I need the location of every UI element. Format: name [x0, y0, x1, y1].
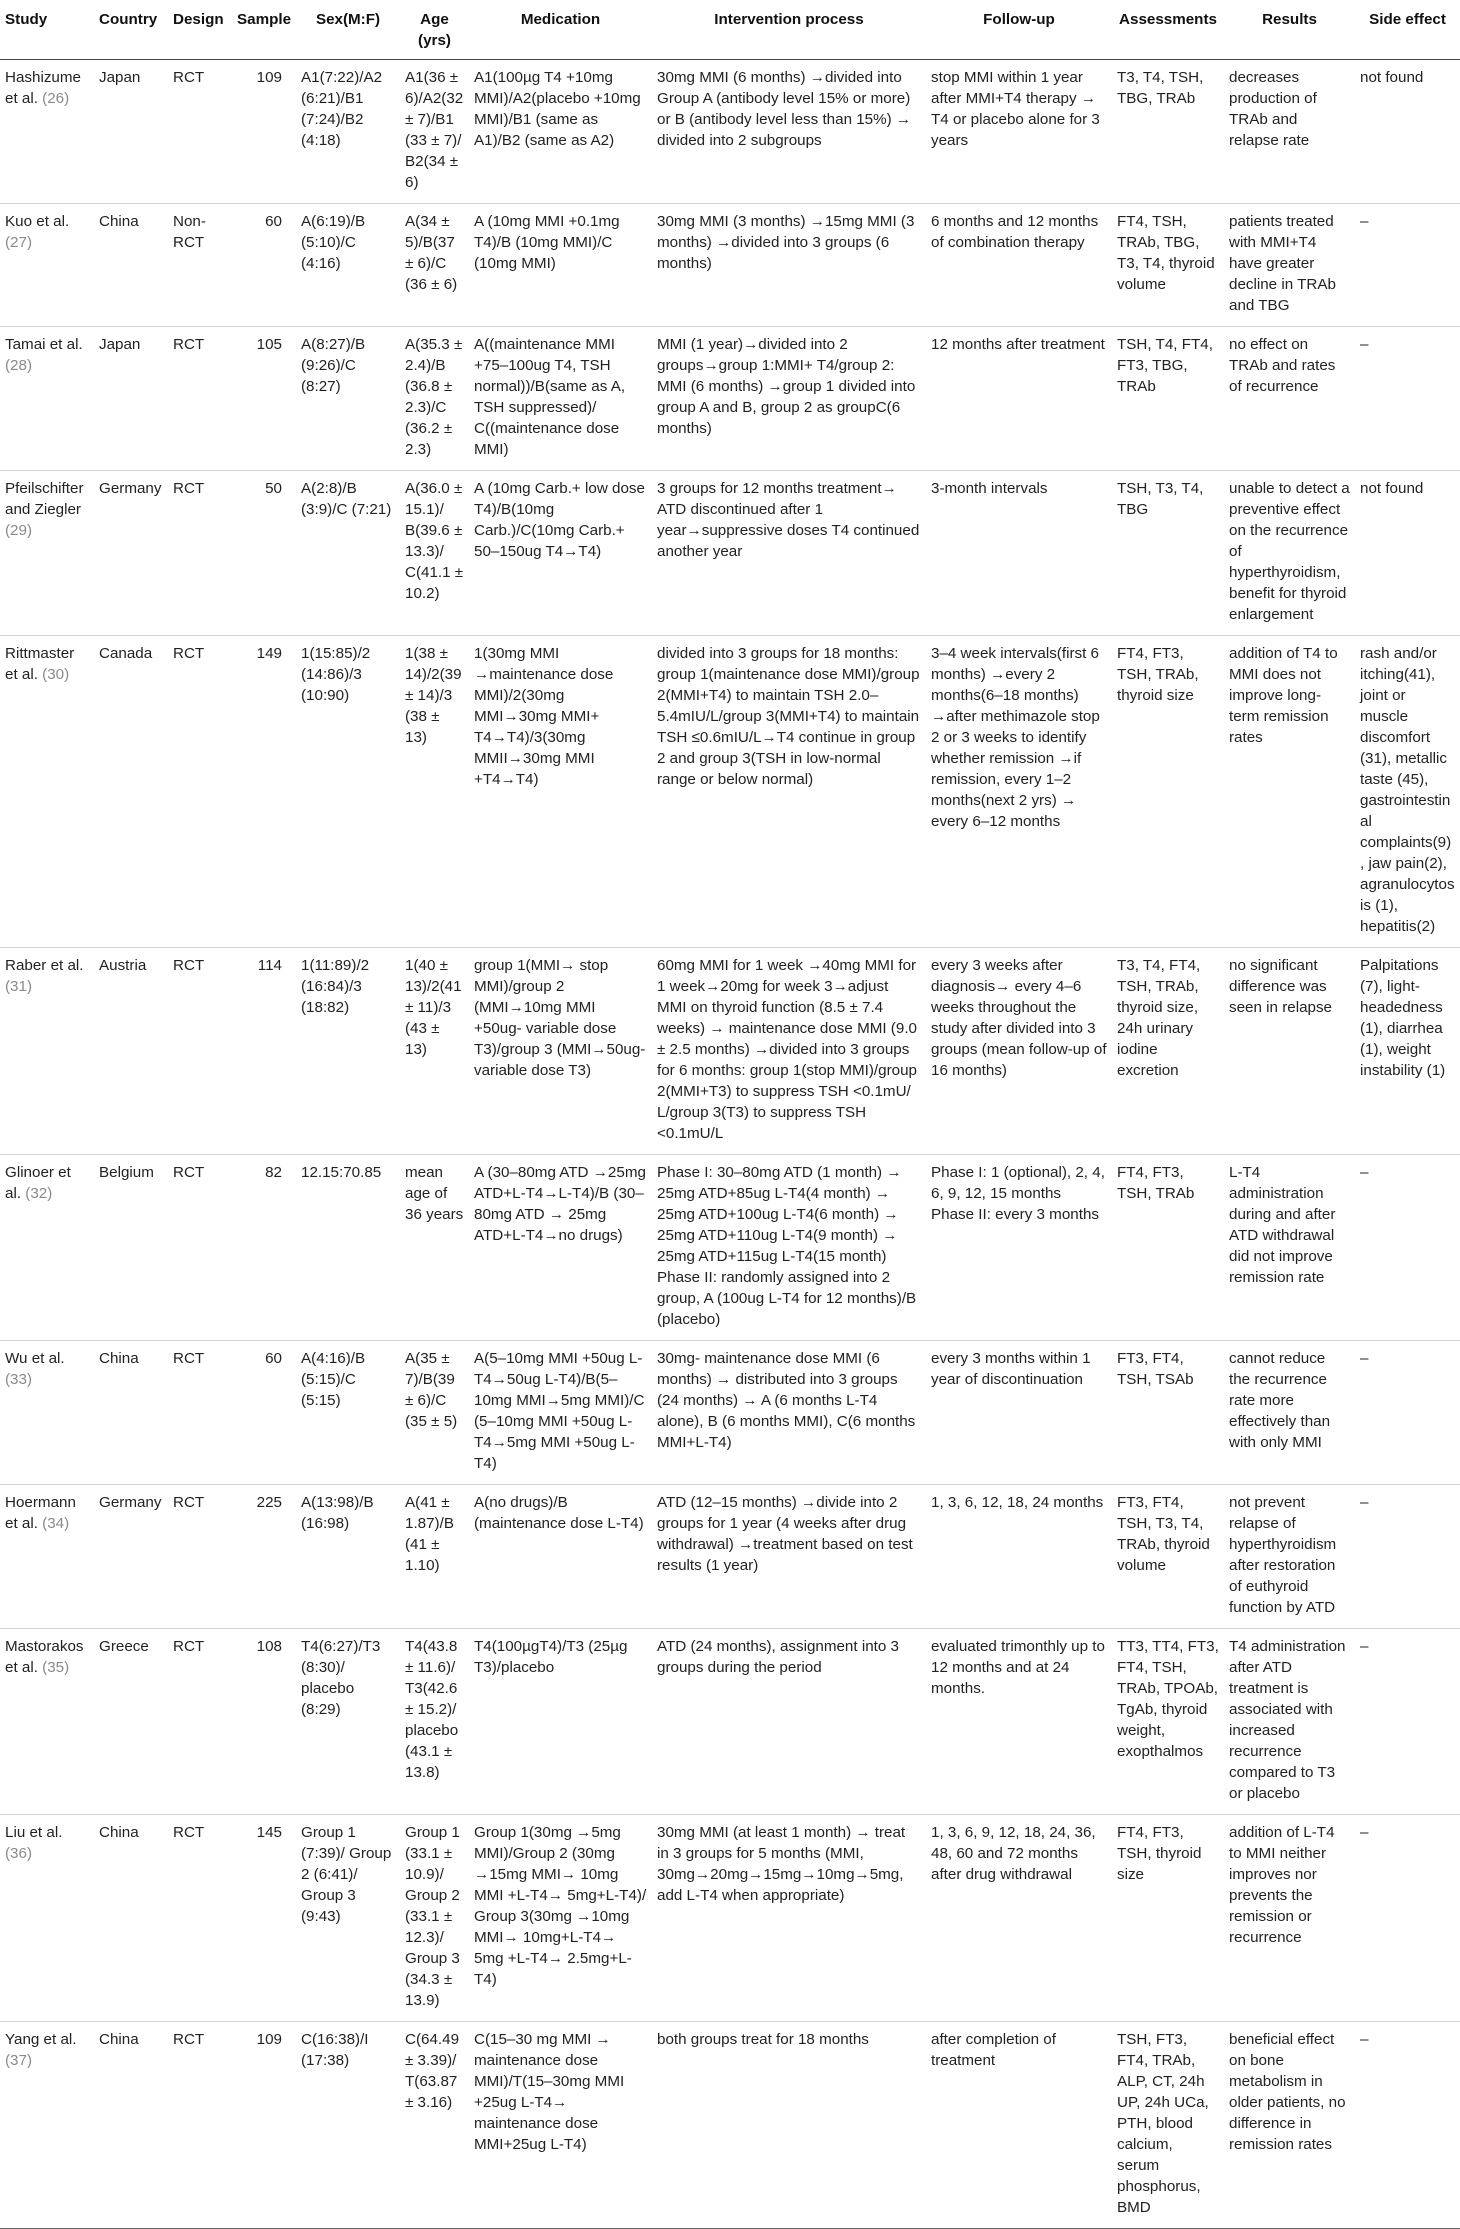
cell-results: unable to detect a preventive effect on the recurrence of hyperthyroidism, benefit for thyroid enlargement: [1229, 480, 1350, 623]
citation-ref: (29): [5, 522, 33, 539]
header-sample: Sample: [232, 0, 296, 60]
citation-ref: (26): [42, 90, 70, 107]
cell-medication: A((maintenance MMI +75–100ug T4, TSH normal))/B(same as A, TSH suppressed)/ C((maintenance dose MMI): [474, 336, 626, 458]
cell-side-effect: –: [1360, 2031, 1369, 2048]
cell-medication: A(5–10mg MMI +50ug L-T4→50ug L-T4)/B(5–10mg MMI→5mg MMI)/C (5–10mg MMI +50ug L-T4→5mg MMI +50ug L-T4): [474, 1350, 645, 1472]
cell-age: A(35 ± 7)/B(39 ± 6)/C (35 ± 5): [405, 1350, 458, 1430]
citation-ref: (35): [42, 1659, 70, 1676]
cell-study: Glinoer et al. (32): [5, 1164, 71, 1202]
cell-intervention: 3 groups for 12 months treatment→ ATD discontinued after 1 year→suppressive doses T4 continued another year: [657, 480, 920, 560]
citation-ref: (33): [5, 1371, 33, 1388]
cell-results: beneficial effect on bone metabolism in older patients, no difference in remission rates: [1229, 2031, 1346, 2153]
cell-intervention: ATD (24 months), assignment into 3 groups during the period: [657, 1638, 899, 1676]
cell-age: C(64.49 ± 3.39)/ T(63.87 ± 3.16): [405, 2031, 460, 2111]
cell-medication: A1(100µg T4 +10mg MMI)/A2(placebo +10mg MMI)/B1 (same as A1)/B2 (same as A2): [474, 69, 641, 149]
cell-assessments: TSH, T3, T4, TBG: [1117, 480, 1204, 518]
cell-design: RCT: [173, 957, 205, 974]
cell-intervention: 30mg- maintenance dose MMI (6 months) → distributed into 3 groups (24 months) → A (6 months L-T4 alone), B (6 months MMI), C(6 months MMI+L-T4): [657, 1350, 916, 1451]
citation-ref: (27): [5, 234, 33, 251]
cell-design: RCT: [173, 336, 205, 353]
cell-country: China: [99, 213, 139, 230]
cell-age: A(41 ± 1.87)/B (41 ± 1.10): [405, 1494, 454, 1574]
citation-ref: (37): [5, 2052, 33, 2069]
table-row: [0, 60, 1460, 204]
header-sex: Sex(M:F): [296, 0, 400, 60]
cell-study: Rittmaster et al. (30): [5, 645, 75, 683]
cell-assessments: FT4, FT3, TSH, TRAb: [1117, 1164, 1195, 1202]
cell-design: RCT: [173, 645, 205, 662]
citation-ref: (34): [42, 1515, 70, 1532]
cell-assessments: FT3, FT4, TSH, T3, T4, TRAb, thyroid volume: [1117, 1494, 1210, 1574]
cell-followup: 1, 3, 6, 9, 12, 18, 24, 36, 48, 60 and 72 months after drug withdrawal: [931, 1824, 1096, 1883]
cell-country: Germany: [99, 480, 162, 497]
cell-sex: Group 1 (7:39)/ Group 2 (6:41)/ Group 3 (9:43): [301, 1824, 392, 1925]
cell-design: RCT: [173, 480, 205, 497]
cell-side-effect: –: [1360, 1824, 1369, 1841]
citation-ref: (32): [25, 1185, 53, 1202]
cell-followup: every 3 months within 1 year of discontinuation: [931, 1350, 1091, 1388]
cell-country: China: [99, 2031, 139, 2048]
cell-sample: 109: [256, 69, 282, 86]
cell-age: mean age of 36 years: [405, 1164, 464, 1223]
table-row: [0, 327, 1460, 471]
cell-study: Hoermann et al. (34): [5, 1494, 76, 1532]
citation-ref: (36): [5, 1845, 33, 1862]
cell-followup: 1, 3, 6, 12, 18, 24 months: [931, 1494, 1104, 1511]
cell-intervention: ATD (12–15 months) →divide into 2 groups for 1 year (4 weeks after drug withdrawal) →treatment based on test results (1 year): [657, 1494, 913, 1574]
header-side-effect: Side effect: [1355, 0, 1460, 60]
cell-design: RCT: [173, 1824, 205, 1841]
cell-sex: A(2:8)/B (3:9)/C (7:21): [301, 480, 392, 518]
table-row: [0, 636, 1460, 948]
cell-sex: A(6:19)/B (5:10)/C (4:16): [301, 213, 366, 272]
cell-age: 1(40 ± 13)/2(41 ± 11)/3 (43 ± 13): [405, 957, 462, 1058]
cell-intervention: Phase I: 30–80mg ATD (1 month) → 25mg ATD+85ug L-T4(4 month) → 25mg ATD+100ug L-T4(6 month) → 25mg ATD+110ug L-T4(9 month) → 25mg ATD+115ug L-T4(15 month) Phase II: randomly assigned into 2 group, A (100ug L-T4 for 12 months)/B (placebo): [657, 1164, 917, 1328]
cell-intervention: 30mg MMI (at least 1 month) → treat in 3 groups for 5 months (MMI, 30mg→20mg→15mg→10mg→5mg, add L-T4 when appropriate): [657, 1824, 906, 1904]
cell-age: A1(36 ± 6)/A2(32 ± 7)/B1 (33 ± 7)/ B2(34 ± 6): [405, 69, 464, 191]
cell-results: cannot reduce the recurrence rate more effectively than with only MMI: [1229, 1350, 1331, 1451]
cell-followup: 12 months after treatment: [931, 336, 1105, 353]
header-age: Age (yrs): [400, 0, 469, 60]
cell-results: patients treated with MMI+T4 have greater decline in TRAb and TBG: [1229, 213, 1336, 314]
cell-side-effect: –: [1360, 1350, 1369, 1367]
cell-followup: evaluated trimonthly up to 12 months and at 24 months.: [931, 1638, 1105, 1697]
cell-sex: T4(6:27)/T3 (8:30)/ placebo (8:29): [301, 1638, 381, 1718]
cell-study: Raber et al. (31): [5, 957, 84, 995]
cell-intervention: both groups treat for 18 months: [657, 2031, 869, 2048]
cell-age: A(34 ± 5)/B(37 ± 6)/C (36 ± 6): [405, 213, 458, 293]
cell-age: Group 1 (33.1 ± 10.9)/ Group 2 (33.1 ± 12.3)/ Group 3 (34.3 ± 13.9): [405, 1824, 460, 2009]
cell-country: China: [99, 1350, 139, 1367]
cell-results: T4 administration after ATD treatment is associated with increased recurrence compared to T3 or placebo: [1229, 1638, 1346, 1802]
cell-assessments: FT4, FT3, TSH, TRAb, thyroid size: [1117, 645, 1199, 704]
cell-sex: A1(7:22)/A2 (6:21)/B1 (7:24)/B2 (4:18): [301, 69, 383, 149]
table-row: [0, 948, 1460, 1155]
table-row: [0, 1341, 1460, 1485]
cell-design: RCT: [173, 2031, 205, 2048]
cell-results: addition of T4 to MMI does not improve long-term remission rates: [1229, 645, 1338, 746]
citation-ref: (31): [5, 978, 33, 995]
cell-side-effect: –: [1360, 213, 1369, 230]
cell-sample: 60: [265, 1350, 282, 1367]
cell-sex: A(13:98)/B (16:98): [301, 1494, 374, 1532]
cell-assessments: T3, T4, FT4, TSH, TRAb, thyroid size, 24h urinary iodine excretion: [1117, 957, 1201, 1079]
cell-country: China: [99, 1824, 139, 1841]
cell-age: T4(43.8 ± 11.6)/ T3(42.6 ± 15.2)/ placebo (43.1 ± 13.8): [405, 1638, 459, 1781]
cell-sex: C(16:38)/I (17:38): [301, 2031, 369, 2069]
header-study: Study: [0, 0, 94, 60]
cell-sample: 145: [256, 1824, 282, 1841]
cell-medication: A(no drugs)/B (maintenance dose L-T4): [474, 1494, 644, 1532]
cell-design: Non-RCT: [173, 213, 206, 251]
cell-medication: C(15–30 mg MMI → maintenance dose MMI)/T(15–30mg MMI +25ug L-T4→ maintenance dose MMI+25ug L-T4): [474, 2031, 625, 2153]
cell-assessments: TSH, FT3, FT4, TRAb, ALP, CT, 24h UP, 24h UCa, PTH, blood calcium, serum phosphorus, BMD: [1117, 2031, 1209, 2216]
cell-results: no significant difference was seen in relapse: [1229, 957, 1333, 1016]
header-country: Country: [94, 0, 168, 60]
cell-country: Austria: [99, 957, 147, 974]
cell-side-effect: not found: [1360, 480, 1424, 497]
cell-study: Kuo et al. (27): [5, 213, 70, 251]
table-row: [0, 2022, 1460, 2229]
cell-design: RCT: [173, 1494, 205, 1511]
header-design: Design: [168, 0, 232, 60]
cell-assessments: FT4, FT3, TSH, thyroid size: [1117, 1824, 1202, 1883]
cell-sample: 149: [256, 645, 282, 662]
cell-side-effect: not found: [1360, 69, 1424, 86]
cell-medication: A (30–80mg ATD →25mg ATD+L-T4→L-T4)/B (30–80mg ATD → 25mg ATD+L-T4→no drugs): [474, 1164, 646, 1244]
cell-followup: 3–4 week intervals(first 6 months) →every 2 months(6–18 months) →after methimazole stop 2 or 3 weeks to identify whether remission →if remission, every 1–2 months(next 2 yrs) → every 6–12 months: [931, 645, 1100, 830]
cell-country: Japan: [99, 69, 141, 86]
cell-results: no effect on TRAb and rates of recurrence: [1229, 336, 1336, 395]
cell-country: Japan: [99, 336, 141, 353]
cell-followup: every 3 weeks after diagnosis→ every 4–6 weeks throughout the study after divided into 3 groups (mean follow-up of 16 months): [931, 957, 1107, 1079]
table-row: [0, 1815, 1460, 2022]
cell-study: Hashizume et al. (26): [5, 69, 81, 107]
cell-assessments: T3, T4, TSH, TBG, TRAb: [1117, 69, 1204, 107]
cell-results: decreases production of TRAb and relapse rate: [1229, 69, 1317, 149]
cell-design: RCT: [173, 1164, 205, 1181]
cell-followup: stop MMI within 1 year after MMI+T4 therapy → T4 or placebo alone for 3 years: [931, 69, 1100, 149]
cell-age: A(36.0 ± 15.1)/ B(39.6 ± 13.3)/ C(41.1 ± 10.2): [405, 480, 464, 602]
cell-sex: A(8:27)/B (9:26)/C (8:27): [301, 336, 366, 395]
cell-results: addition of L-T4 to MMI neither improves nor prevents the remission or recurrence: [1229, 1824, 1335, 1946]
cell-followup: 6 months and 12 months of combination therapy: [931, 213, 1099, 251]
cell-side-effect: –: [1360, 1164, 1369, 1181]
cell-results: L-T4 administration during and after ATD withdrawal did not improve remission rate: [1229, 1164, 1336, 1286]
cell-design: RCT: [173, 1638, 205, 1655]
table-row: [0, 204, 1460, 327]
cell-intervention: divided into 3 groups for 18 months: group 1(maintenance dose MMI)/group 2(MMI+T4) to maintain TSH 2.0–5.4mIU/L/group 3(MMI+T4) to maintain TSH ≤0.6mIU/L→T4 continue in group 2 and group 3(TSH in low-normal range or below normal): [657, 645, 920, 788]
cell-sex: 1(15:85)/2 (14:86)/3 (10:90): [301, 645, 371, 704]
cell-study: Mastorakos et al. (35): [5, 1638, 84, 1676]
cell-medication: Group 1(30mg →5mg MMI)/Group 2 (30mg →15mg MMI→ 10mg MMI +L-T4→ 5mg+L-T4)/ Group 3(30mg →10mg MMI→ 10mg+L-T4→ 5mg +L-T4→ 2.5mg+L-T4): [474, 1824, 647, 1988]
cell-country: Germany: [99, 1494, 162, 1511]
cell-followup: after completion of treatment: [931, 2031, 1056, 2069]
cell-sample: 225: [256, 1494, 282, 1511]
cell-study: Tamai et al. (28): [5, 336, 83, 374]
cell-sample: 50: [265, 480, 282, 497]
cell-sample: 108: [256, 1638, 282, 1655]
cell-medication: group 1(MMI→ stop MMI)/group 2 (MMI→10mg MMI +50ug- variable dose T3)/group 3 (MMI→50ug- variable dose T3): [474, 957, 646, 1079]
cell-side-effect: Palpitations (7), light-headedness (1), diarrhea (1), weight instability (1): [1360, 957, 1446, 1079]
cell-sample: 114: [257, 957, 282, 974]
header-followup: Follow-up: [926, 0, 1112, 60]
cell-design: RCT: [173, 1350, 205, 1367]
cell-sex: 12.15:70.85: [301, 1164, 382, 1181]
cell-side-effect: –: [1360, 1494, 1369, 1511]
cell-design: RCT: [173, 69, 205, 86]
cell-country: Greece: [99, 1638, 149, 1655]
cell-study: Pfeilschifter and Ziegler (29): [5, 480, 84, 539]
cell-study: Liu et al. (36): [5, 1824, 63, 1862]
cell-study: Wu et al. (33): [5, 1350, 65, 1388]
cell-medication: T4(100µgT4)/T3 (25µg T3)/placebo: [474, 1638, 628, 1676]
cell-side-effect: –: [1360, 336, 1369, 353]
cell-intervention: 30mg MMI (6 months) →divided into Group A (antibody level 15% or more) or B (antibody level less than 15%) → divided into 2 subgroups: [657, 69, 912, 149]
cell-age: A(35.3 ± 2.4)/B (36.8 ± 2.3)/C (36.2 ± 2.3): [405, 336, 463, 458]
cell-assessments: TSH, T4, FT4, FT3, TBG, TRAb: [1117, 336, 1213, 395]
table-row: [0, 1155, 1460, 1341]
cell-sample: 105: [256, 336, 282, 353]
citation-ref: (28): [5, 357, 33, 374]
cell-followup: 3-month intervals: [931, 480, 1048, 497]
cell-side-effect: –: [1360, 1638, 1369, 1655]
cell-medication: A (10mg Carb.+ low dose T4)/B(10mg Carb.)/C(10mg Carb.+ 50–150ug T4→T4): [474, 480, 645, 560]
cell-country: Belgium: [99, 1164, 154, 1181]
header-medication: Medication: [469, 0, 652, 60]
cell-intervention: 60mg MMI for 1 week →40mg MMI for 1 week→20mg for week 3→adjust MMI on thyroid function (8.5 ± 7.4 weeks) → maintenance dose MMI (9.0 ± 2.5 months) →divided into 3 groups for 6 months: group 1(stop MMI)/group 2(MMI+T3) to suppress TSH <0.1mU/ L/group 3(T3) to suppress TSH <0.1mU/L: [657, 957, 917, 1142]
cell-assessments: FT4, TSH, TRAb, TBG, T3, T4, thyroid volume: [1117, 213, 1215, 293]
cell-side-effect: rash and/or itching(41), joint or muscle discomfort (31), metallic taste (45), gastrointestinal complaints(9), jaw pain(2), agranulocytosis (1), hepatitis(2): [1360, 645, 1455, 935]
cell-age: 1(38 ± 14)/2(39 ± 14)/3 (38 ± 13): [405, 645, 462, 746]
cell-sample: 82: [265, 1164, 282, 1181]
cell-sample: 109: [256, 2031, 282, 2048]
cell-sex: 1(11:89)/2 (16:84)/3 (18:82): [301, 957, 370, 1016]
cell-study: Yang et al. (37): [5, 2031, 77, 2069]
cell-sex: A(4:16)/B (5:15)/C (5:15): [301, 1350, 366, 1409]
cell-assessments: TT3, TT4, FT3, FT4, TSH, TRAb, TPOAb, TgAb, thyroid weight, exopthalmos: [1117, 1638, 1219, 1760]
cell-sample: 60: [265, 213, 282, 230]
table-header-row: [0, 0, 1460, 60]
cell-intervention: 30mg MMI (3 months) →15mg MMI (3 months) →divided into 3 groups (6 months): [657, 213, 915, 272]
table-row: [0, 1629, 1460, 1815]
table-row: [0, 471, 1460, 636]
cell-medication: A (10mg MMI +0.1mg T4)/B (10mg MMI)/C (10mg MMI): [474, 213, 620, 272]
cell-assessments: FT3, FT4, TSH, TSAb: [1117, 1350, 1194, 1388]
cell-results: not prevent relapse of hyperthyroidism after restoration of euthyroid function by ATD: [1229, 1494, 1337, 1616]
table-row: [0, 1485, 1460, 1629]
citation-ref: (30): [42, 666, 70, 683]
cell-medication: 1(30mg MMI →maintenance dose MMI)/2(30mg MMI→30mg MMI+ T4→T4)/3(30mg MMII→30mg MMI +T4→T4): [474, 645, 614, 788]
cell-country: Canada: [99, 645, 153, 662]
cell-followup: Phase I: 1 (optional), 2, 4, 6, 9, 12, 15 months Phase II: every 3 months: [931, 1164, 1105, 1223]
cell-intervention: MMI (1 year)→divided into 2 groups→group 1:MMI+ T4/group 2: MMI (6 months) →group 1 divided into group A and B, group 2 as groupC(6 months): [657, 336, 916, 437]
header-results: Results: [1224, 0, 1355, 60]
header-intervention: Intervention process: [652, 0, 926, 60]
header-assessments: Assessments: [1112, 0, 1224, 60]
